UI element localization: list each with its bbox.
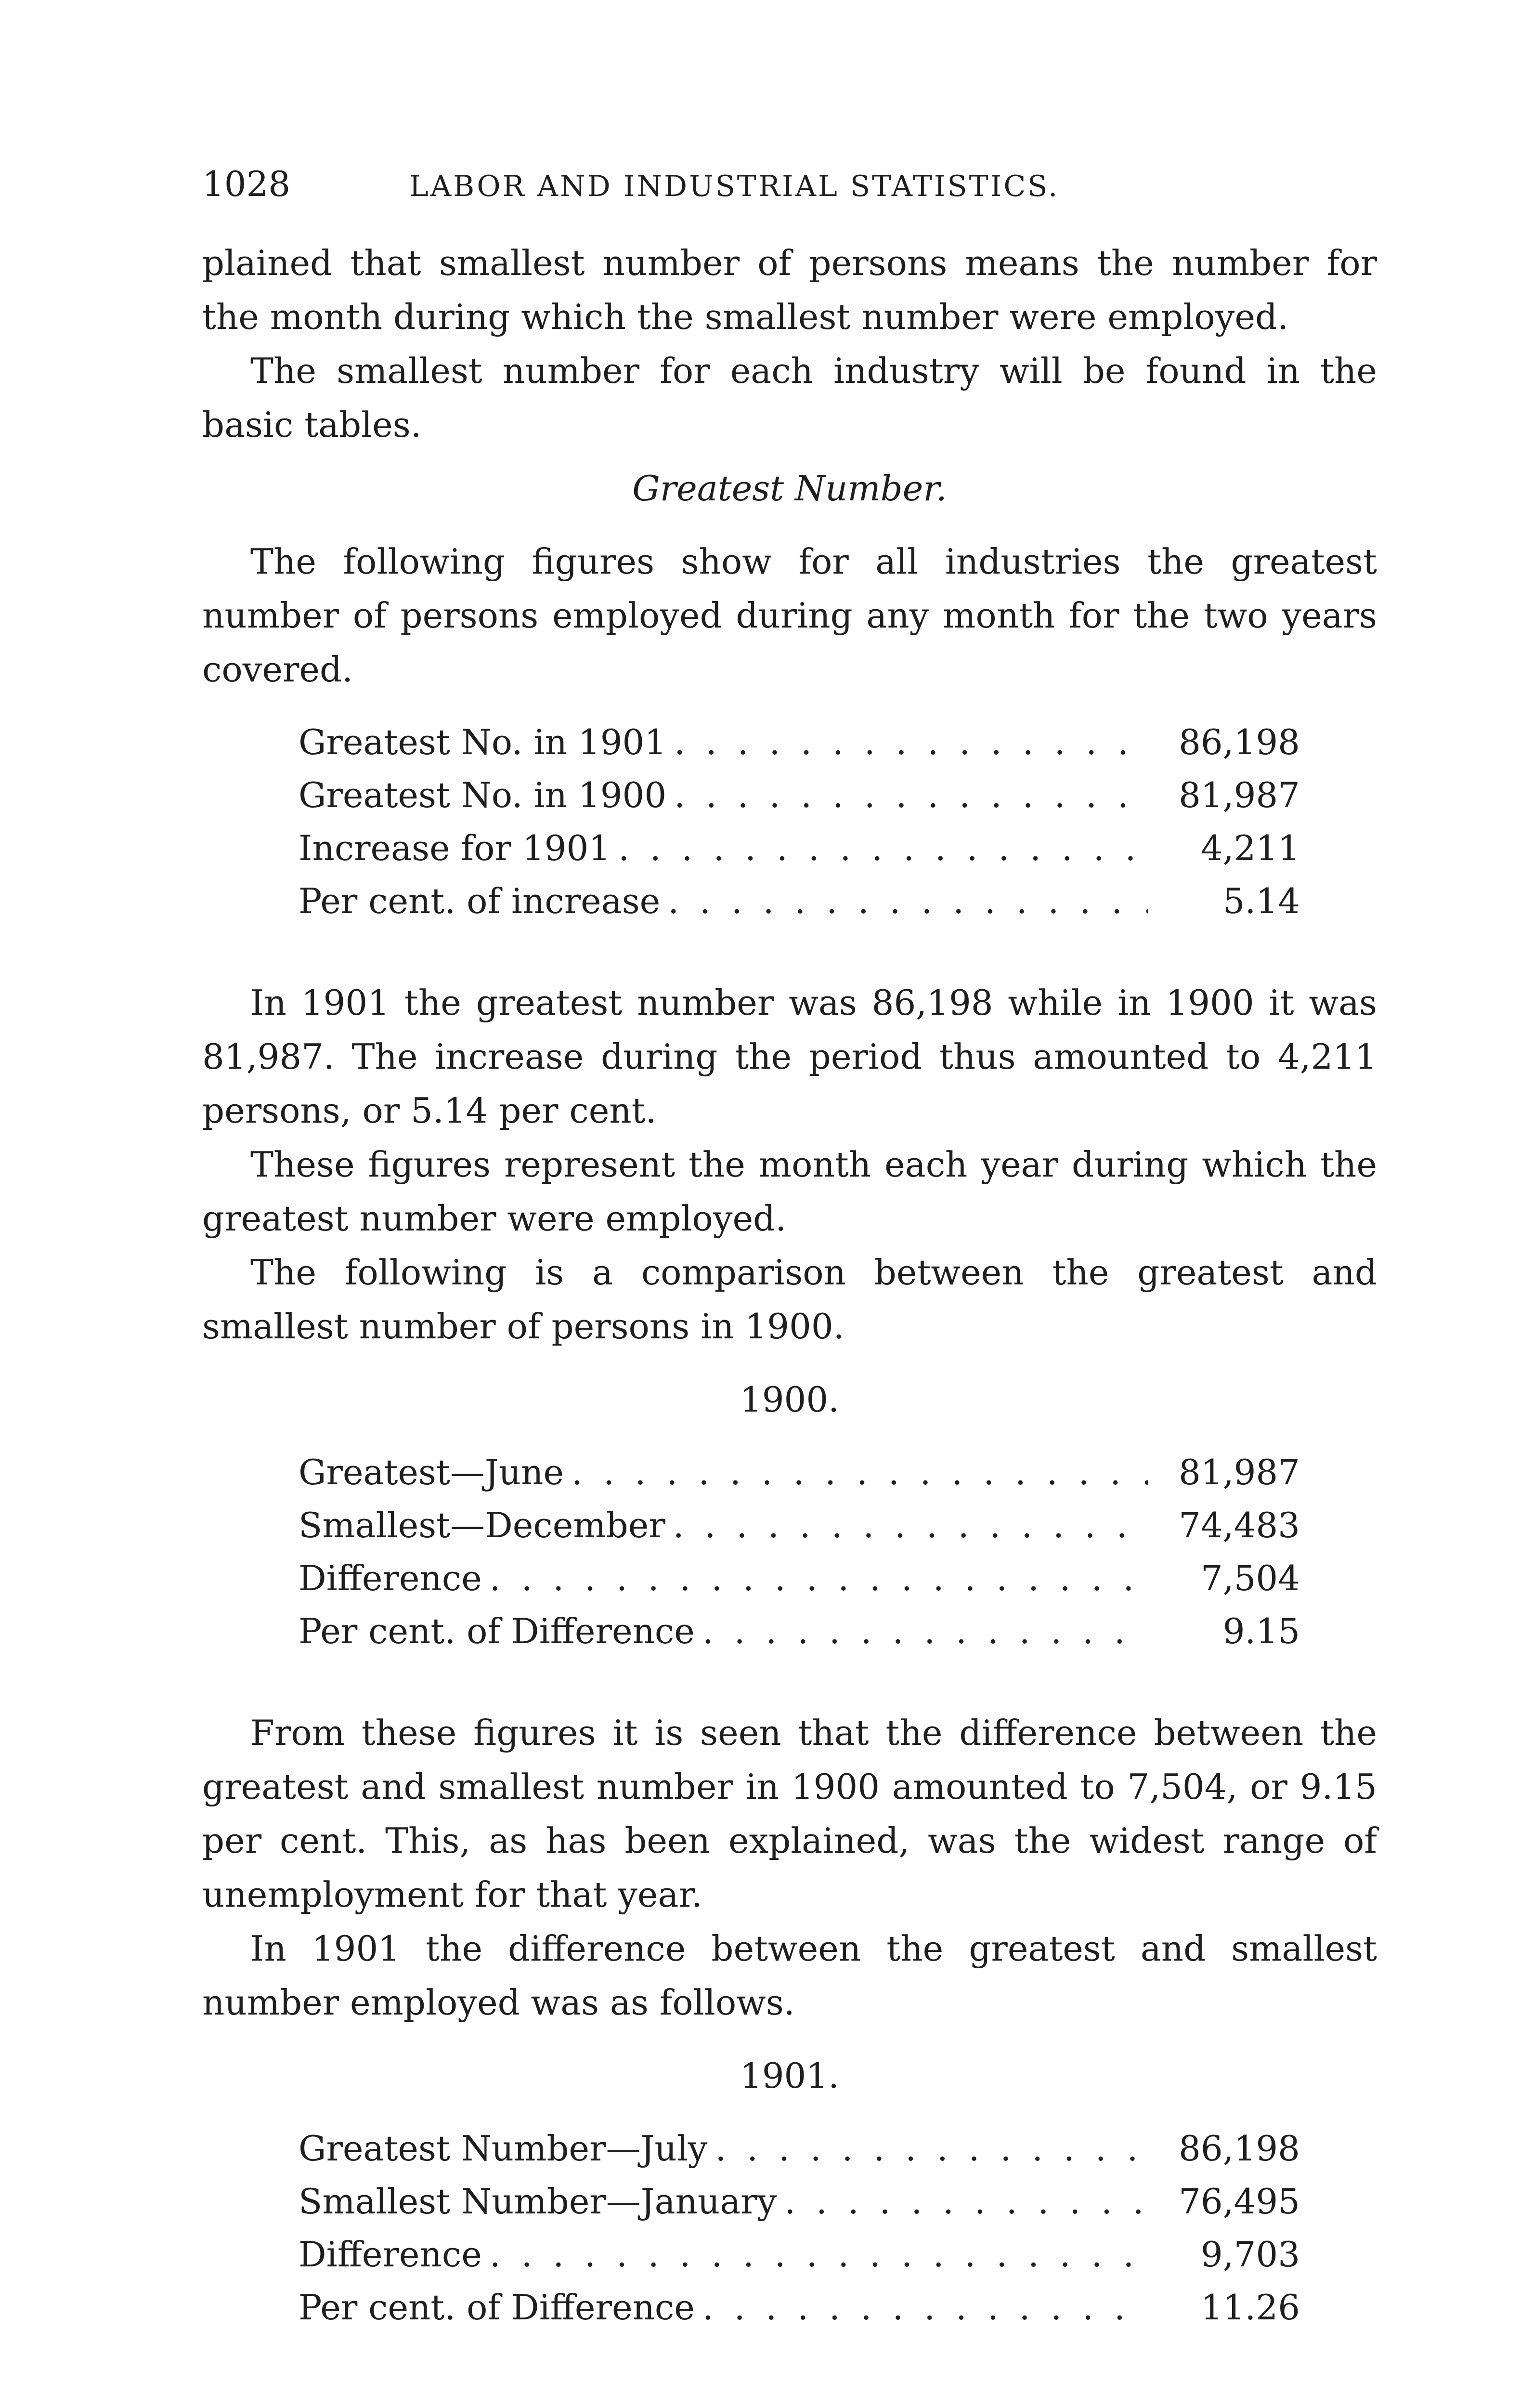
row-label: Per cent. of increase: [299, 881, 661, 921]
book-page: [202, 164, 1377, 2382]
row-value: 81,987: [1179, 775, 1300, 815]
leader-dots: [490, 2228, 1148, 2281]
table-row: [299, 875, 1300, 928]
paragraph-difference-1901-intro: In 1901 the difference between the greatest and smallest number employed was as follows.: [202, 1928, 1377, 2023]
table-row: [299, 1499, 1300, 1552]
table-row: [299, 1446, 1300, 1499]
leader-dots: [572, 1446, 1148, 1499]
year-heading-1901: 1901.: [740, 2055, 840, 2096]
row-value: 11.26: [1200, 2287, 1300, 2328]
paragraph-greatest-intro: The following figures show for all industries the greatest number of persons employed during any month for the two years covered.: [202, 541, 1377, 690]
row-value: 5.14: [1222, 881, 1300, 921]
comparison-table-1901: [299, 2122, 1300, 2334]
greatest-number-table: [299, 716, 1300, 928]
page-header: [202, 164, 1377, 217]
row-value: 9,703: [1200, 2234, 1300, 2275]
row-label: Greatest—June: [299, 1452, 564, 1492]
leader-dots: [715, 2122, 1148, 2175]
page-number: 1028: [202, 164, 291, 204]
year-heading-1900: 1900.: [740, 1379, 840, 1420]
table-row: [299, 2175, 1300, 2228]
leader-dots: [668, 875, 1148, 928]
table-row: [299, 2122, 1300, 2175]
table-row: [299, 716, 1300, 769]
table-row: [299, 1605, 1300, 1658]
section-heading-greatest-number: Greatest Number.: [632, 468, 947, 509]
paragraph-continued: plained that smallest number of persons means the number for the month during which the smallest number were employed.: [202, 243, 1377, 337]
row-value: 86,198: [1179, 2128, 1300, 2169]
row-value: 7,504: [1200, 1558, 1300, 1598]
leader-dots: [702, 2281, 1148, 2334]
running-title: LABOR AND INDUSTRIAL STATISTICS.: [409, 170, 1060, 203]
row-label: Greatest No. in 1901: [299, 722, 667, 762]
row-value: 74,483: [1179, 1505, 1300, 1545]
row-label: Increase for 1901: [299, 828, 611, 868]
leader-dots: [674, 716, 1148, 769]
paragraph-month-represent: These figures represent the month each year during which the greatest number were employed.: [202, 1144, 1377, 1239]
row-value: 4,211: [1200, 828, 1300, 868]
row-value: 86,198: [1179, 722, 1300, 762]
table-row: [299, 2228, 1300, 2281]
leader-dots: [673, 1499, 1148, 1552]
table-row: [299, 769, 1300, 822]
row-label: Smallest Number—January: [299, 2181, 777, 2222]
row-label: Difference: [299, 2234, 482, 2275]
table-row: [299, 1552, 1300, 1605]
paragraph-difference-1900: From these figures it is seen that the difference between the greatest and smallest number in 1900 amounted to 7,504, or 9.15 per cent. This, as has been explained, was the widest range of unemployment for that year.: [202, 1713, 1377, 1915]
table-row: [299, 822, 1300, 875]
row-label: Difference: [299, 1558, 482, 1598]
paragraph-increase: In 1901 the greatest number was 86,198 while in 1900 it was 81,987. The increase during the period thus amounted to 4,211 persons, or 5.14 per cent.: [202, 982, 1377, 1131]
row-label: Per cent. of Difference: [299, 2287, 695, 2328]
row-value: 81,987: [1179, 1452, 1300, 1492]
leader-dots: [674, 769, 1148, 822]
leader-dots: [490, 1552, 1148, 1605]
row-label: Greatest Number—July: [299, 2128, 708, 2169]
paragraph-basic-tables: The smallest number for each industry will be found in the basic tables.: [202, 351, 1377, 445]
leader-dots: [702, 1605, 1148, 1658]
row-label: Per cent. of Difference: [299, 1611, 695, 1651]
row-value: 76,495: [1179, 2181, 1300, 2222]
row-label: Greatest No. in 1900: [299, 775, 667, 815]
row-label: Smallest—December: [299, 1505, 665, 1545]
row-value: 9.15: [1222, 1611, 1300, 1651]
paragraph-comparison-1900: The following is a comparison between the greatest and smallest number of persons in 1900.: [202, 1252, 1377, 1347]
leader-dots: [784, 2175, 1148, 2228]
table-row: [299, 2281, 1300, 2334]
leader-dots: [618, 822, 1148, 875]
comparison-table-1900: [299, 1446, 1300, 1658]
